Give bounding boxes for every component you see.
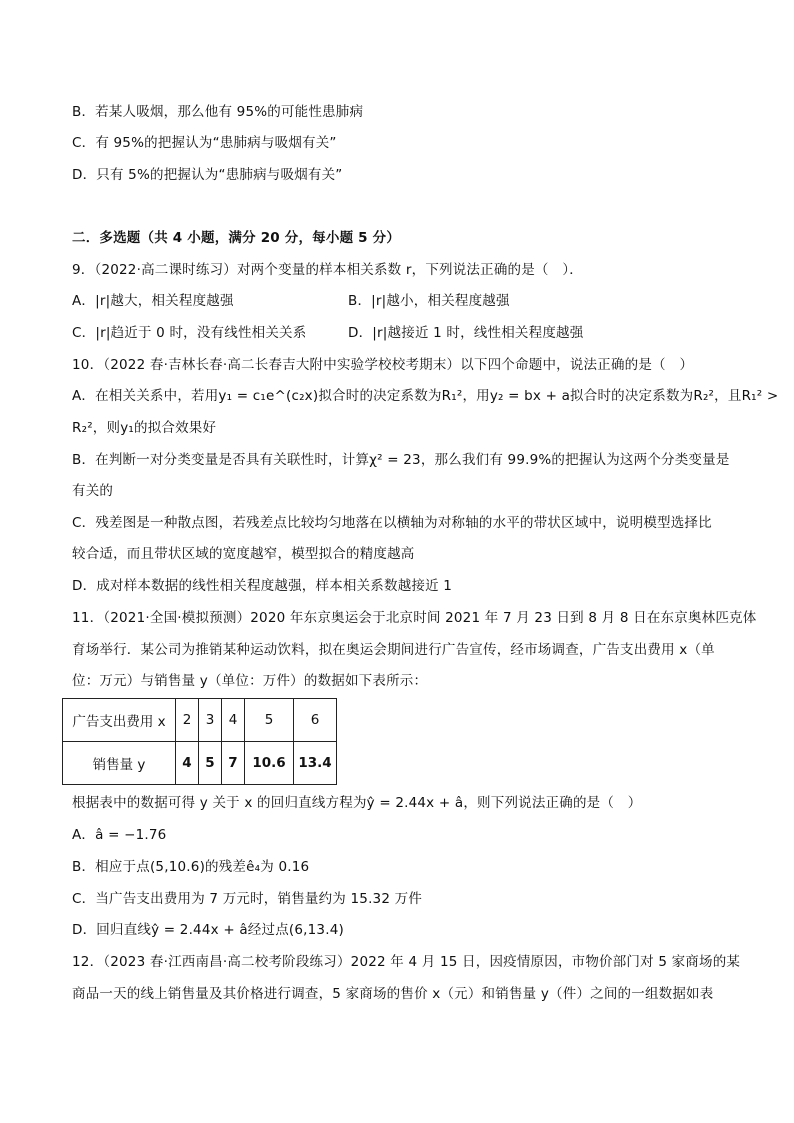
q11-stem-cont: 育场举行．某公司为推销某种运动饮料，拟在奥运会期间进行广告宣传，经市场调查，广告支出费用 x（单 [72,642,715,658]
q10-option-c-cont: 较合适，而且带状区域的宽度越窄，模型拟合的精度越高 [72,546,415,562]
table-cell: 广告支出费用 x [63,699,176,742]
q10-option-b-cont: 有关的 [72,483,114,499]
q9-option-c: C．|r|趋近于 0 时，没有线性相关关系 [72,325,307,341]
q11-option-a: A．â = −1.76 [72,827,167,843]
q12-stem-cont: 商品一天的线上销售量及其价格进行调查，5 家商场的售价 x（元）和销售量 y（件）之间的一组数据如表 [72,986,714,1002]
q9-option-a: A．|r|越大，相关程度越强 [72,293,234,309]
q11-option-c: C．当广告支出费用为 7 万元时，销售量约为 15.32 万件 [72,891,423,907]
table-cell: 13.4 [294,742,337,785]
table-cell: 销售量 y [63,742,176,785]
q10-option-b: B．在判断一对分类变量是否具有关联性时，计算χ² = 23，那么我们有 99.9%的把握认为这两个分类变量是 [72,452,730,468]
q11-option-b: B．相应于点(5,10.6)的残差ê₄为 0.16 [72,859,310,875]
q11-stem-cont2: 位：万元）与销售量 y（单位：万件）的数据如下表所示： [72,673,428,689]
table-row [63,699,337,742]
table-cell: 4 [176,742,199,785]
table-cell: 5 [199,742,222,785]
table-cell: 10.6 [245,742,294,785]
q10-option-d: D．成对样本数据的线性相关程度越强，样本相关系数越接近 1 [72,578,453,594]
q8-option-d: D．只有 5%的把握认为“患肺病与吸烟有关” [72,167,343,183]
table-cell: 4 [222,699,245,742]
table-row [63,742,337,785]
q9-option-b: B．|r|越小，相关程度越强 [348,293,510,309]
table-cell: 7 [222,742,245,785]
table-cell: 5 [245,699,294,742]
table-cell: 2 [176,699,199,742]
table-cell: 6 [294,699,337,742]
q11-option-d: D．回归直线ŷ = 2.44x + â经过点(6,13.4) [72,922,344,938]
section-heading: 二．多选题（共 4 小题，满分 20 分，每小题 5 分） [72,230,401,246]
q8-option-c: C．有 95%的把握认为“患肺病与吸烟有关” [72,135,337,151]
q10-option-c: C．残差图是一种散点图，若残差点比较均匀地落在以横轴为对称轴的水平的带状区域中，说明模型选择比 [72,515,712,531]
q9-option-d: D．|r|越接近 1 时，线性相关程度越强 [348,325,584,341]
q11-stem: 11．（2021·全国·模拟预测）2020 年东京奥运会于北京时间 2021 年 7 月 23 日到 8 月 8 日在东京奥林匹克体 [72,610,757,626]
table-cell: 3 [199,699,222,742]
q10-stem: 10．（2022 春·吉林长春·高二长春吉大附中实验学校校考期末）以下四个命题中，说法正确的是（ ） [72,357,694,373]
q11-regression-text: 根据表中的数据可得 y 关于 x 的回归直线方程为ŷ = 2.44x + â，则下列说法正确的是（ ） [72,795,642,811]
q10-option-a: A．在相关关系中，若用y₁ = c₁e^(c₂x)拟合时的决定系数为R₁²，用y₂ = bx + a拟合时的决定系数为R₂²，且R₁² > [72,388,779,404]
q8-option-b: B．若某人吸烟，那么他有 95%的可能性患肺病 [72,104,364,120]
data-table [62,698,337,785]
q9-stem: 9．（2022·高二课时练习）对两个变量的样本相关系数 r，下列说法正确的是（ ）． [72,262,583,278]
q12-stem: 12．（2023 春·江西南昌·高二校考阶段练习）2022 年 4 月 15 日，因疫情原因，市物价部门对 5 家商场的某 [72,954,741,970]
q10-option-a-cont: R₂²，则y₁的拟合效果好 [72,420,217,436]
